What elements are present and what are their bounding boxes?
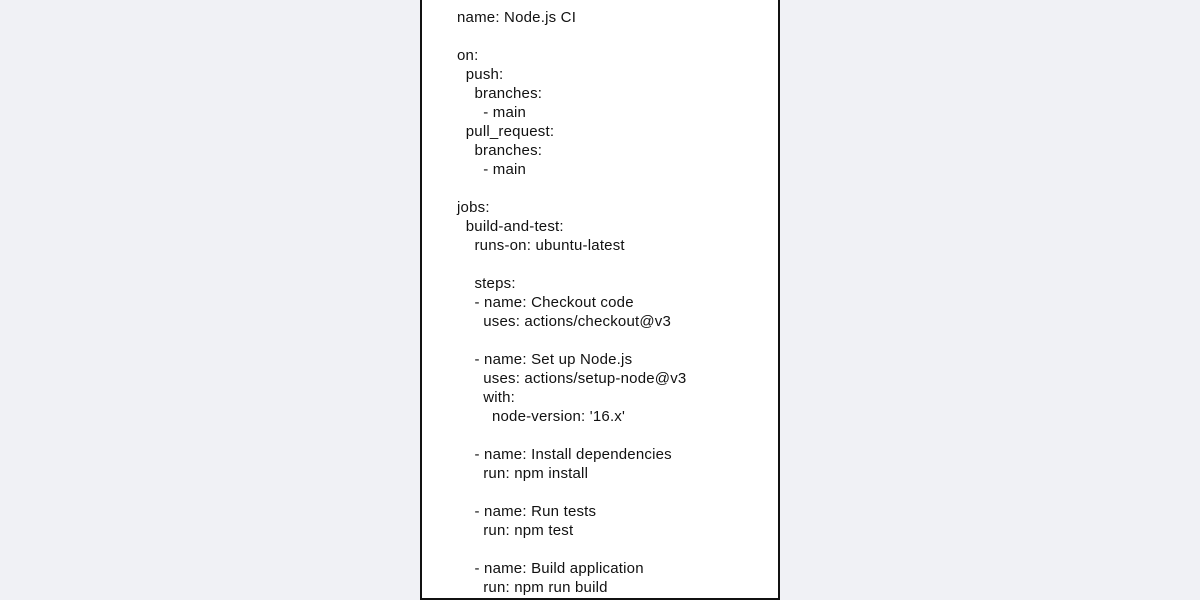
code-line: - name: Install dependencies [457, 446, 672, 463]
code-line [457, 255, 686, 274]
code-line: run: npm run build [457, 579, 608, 596]
code-line: - name: Set up Node.js [457, 351, 633, 368]
code-line: - main [457, 104, 527, 121]
yaml-code-panel [420, 0, 780, 600]
code-line: branches: [457, 85, 543, 102]
code-line: uses: actions/setup-node@v3 [457, 370, 687, 387]
code-line: with: [457, 389, 516, 406]
code-line: runs-on: ubuntu-latest [457, 237, 625, 254]
code-line [457, 27, 686, 46]
code-line [457, 483, 686, 502]
code-line: build-and-test: [457, 218, 564, 235]
code-line: - name: Build application [457, 560, 644, 577]
code-line: - name: Checkout code [457, 294, 634, 311]
code-line: push: [457, 66, 504, 83]
yaml-code-block [457, 8, 686, 597]
code-line: steps: [457, 275, 516, 292]
code-line: node-version: '16.x' [457, 408, 626, 425]
code-line [457, 426, 686, 445]
code-line: run: npm test [457, 522, 574, 539]
code-line: uses: actions/checkout@v3 [457, 313, 672, 330]
code-line: jobs: [457, 199, 490, 216]
code-line: name: Node.js CI [457, 9, 577, 26]
code-line: run: npm install [457, 465, 589, 482]
code-line [457, 179, 686, 198]
code-line: - name: Run tests [457, 503, 597, 520]
code-line: - main [457, 161, 527, 178]
code-line: branches: [457, 142, 543, 159]
code-line: pull_request: [457, 123, 555, 140]
code-line: on: [457, 47, 479, 64]
code-line [457, 331, 686, 350]
code-line [457, 540, 686, 559]
